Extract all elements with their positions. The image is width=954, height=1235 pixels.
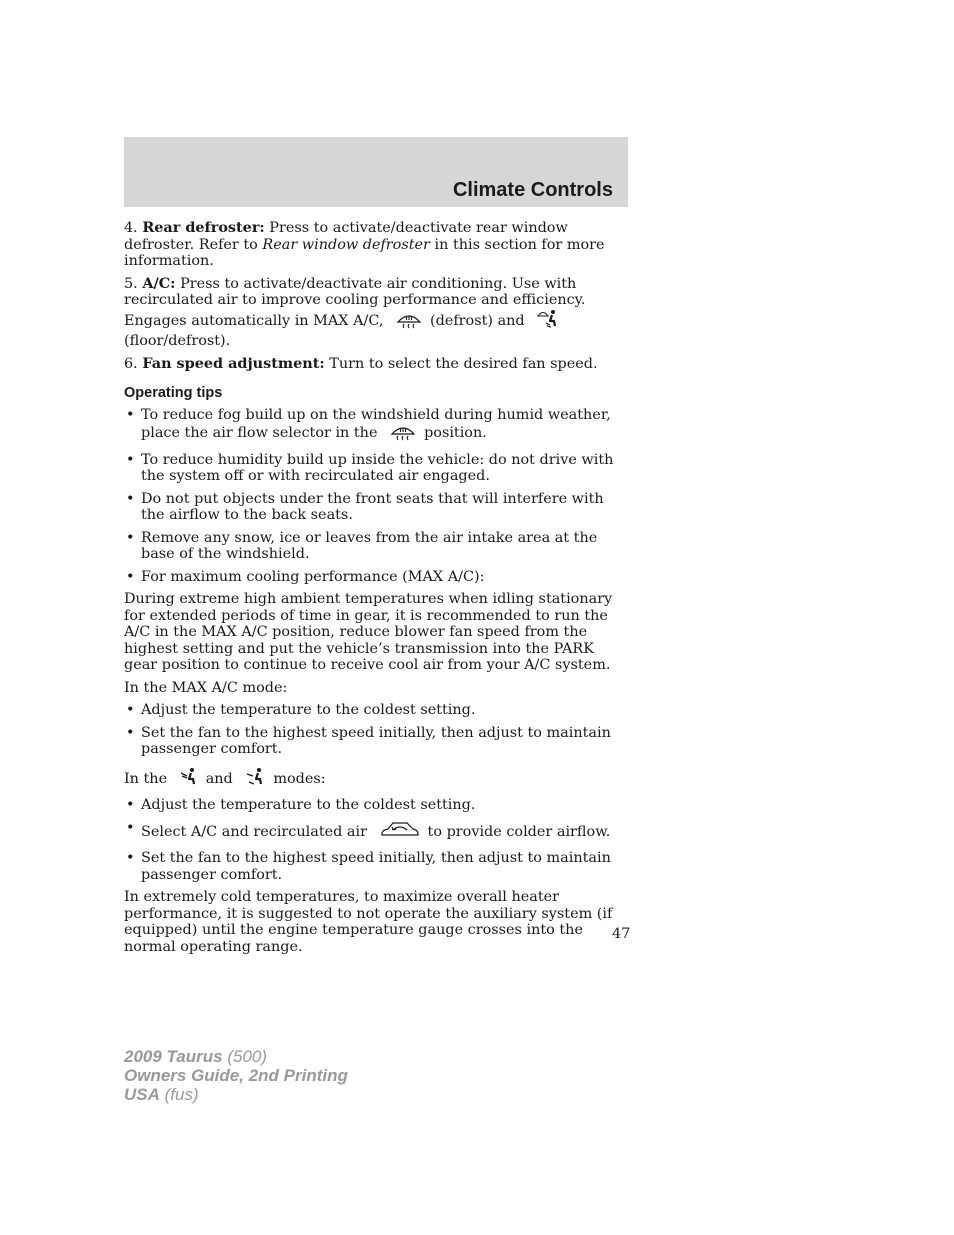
list-item: • Remove any snow, ice or leaves from the air intake area at the base of the windshield. <box>126 529 598 562</box>
defrost-icon <box>396 311 422 334</box>
defrost-icon <box>390 423 416 446</box>
list-item: • Adjust the temperature to the coldest setting. <box>126 797 476 813</box>
paragraph-high-ambient: During extreme high ambient temperatures when idling stationary for extended periods of time in gear, it is recommended to run the A/C in the MAX A/C position, reduce blower fan speed from the highest setting and put the vehicle’s transmission into the PARK gear position to continue to receive cool air from your A/C system. <box>124 591 613 673</box>
panel-vent-icon <box>180 767 198 792</box>
list-item: • Set the fan to the highest speed initially, then adjust to maintain passenger comfort. <box>126 724 611 757</box>
document-footer <box>124 1047 348 1104</box>
operating-tips-heading: Operating tips <box>124 385 223 401</box>
max-ac-list <box>124 702 628 758</box>
page-content <box>124 219 631 961</box>
list-item: • Set the fan to the highest speed initially, then adjust to maintain passenger comfort. <box>126 850 611 883</box>
floor-defrost-icon <box>537 309 561 334</box>
cross-reference: Rear window defroster <box>262 236 430 253</box>
panel-modes-intro: In the and modes: <box>124 767 628 792</box>
panel-modes-list <box>124 797 628 883</box>
footer-line-1: 2009 Taurus (500) <box>124 1047 268 1066</box>
term-ac: A/C: <box>142 274 176 292</box>
footer-line-2: Owners Guide, 2nd Printing <box>124 1066 348 1085</box>
list-item: • To reduce fog build up on the windshield during humid weather, place the air flow selector in the position. <box>124 407 628 446</box>
section-title: Climate Controls <box>452 179 613 201</box>
list-item: • For maximum cooling performance (MAX A/C): <box>126 568 485 585</box>
list-item: • Adjust the temperature to the coldest setting. <box>126 702 476 718</box>
item-fan-speed: 6. Fan speed adjustment: Turn to select the desired fan speed. <box>124 354 598 372</box>
footer-line-3: USA (fus) <box>124 1085 199 1104</box>
list-item: • Do not put objects under the front seats that will interfere with the airflow to the back seats. <box>126 490 604 523</box>
term-fan-speed: Fan speed adjustment: <box>142 354 325 372</box>
item-ac: 5. A/C: Press to activate/deactivate air conditioning. Use with recirculated air to improve cooling performance and efficiency. Engages automatically in MAX A/C, (defrost) and (floor/defrost). <box>124 274 586 349</box>
recirculate-icon <box>380 820 420 845</box>
panel-floor-icon <box>245 767 265 792</box>
list-item: • To reduce humidity build up inside the vehicle: do not drive with the system off or with recirculated air engaged. <box>126 451 614 484</box>
operating-tips-list <box>124 407 628 586</box>
item-rear-defroster: 4. Rear defroster: Press to activate/deactivate rear window defroster. Refer to Rear window defroster in this section for more information. <box>124 219 605 269</box>
max-ac-mode-intro: In the MAX A/C mode: <box>124 679 288 696</box>
list-item: • Select A/C and recirculated air to provide colder airflow. <box>124 820 628 845</box>
section-header <box>124 137 628 207</box>
page-number: 47 <box>612 926 631 942</box>
paragraph-cold-temperatures: In extremely cold temperatures, to maximize overall heater performance, it is suggested to not operate the auxiliary system (if equipped) until the engine temperature gauge crosses into the normal operating range. <box>124 889 613 955</box>
term-rear-defroster: Rear defroster: <box>142 219 265 236</box>
